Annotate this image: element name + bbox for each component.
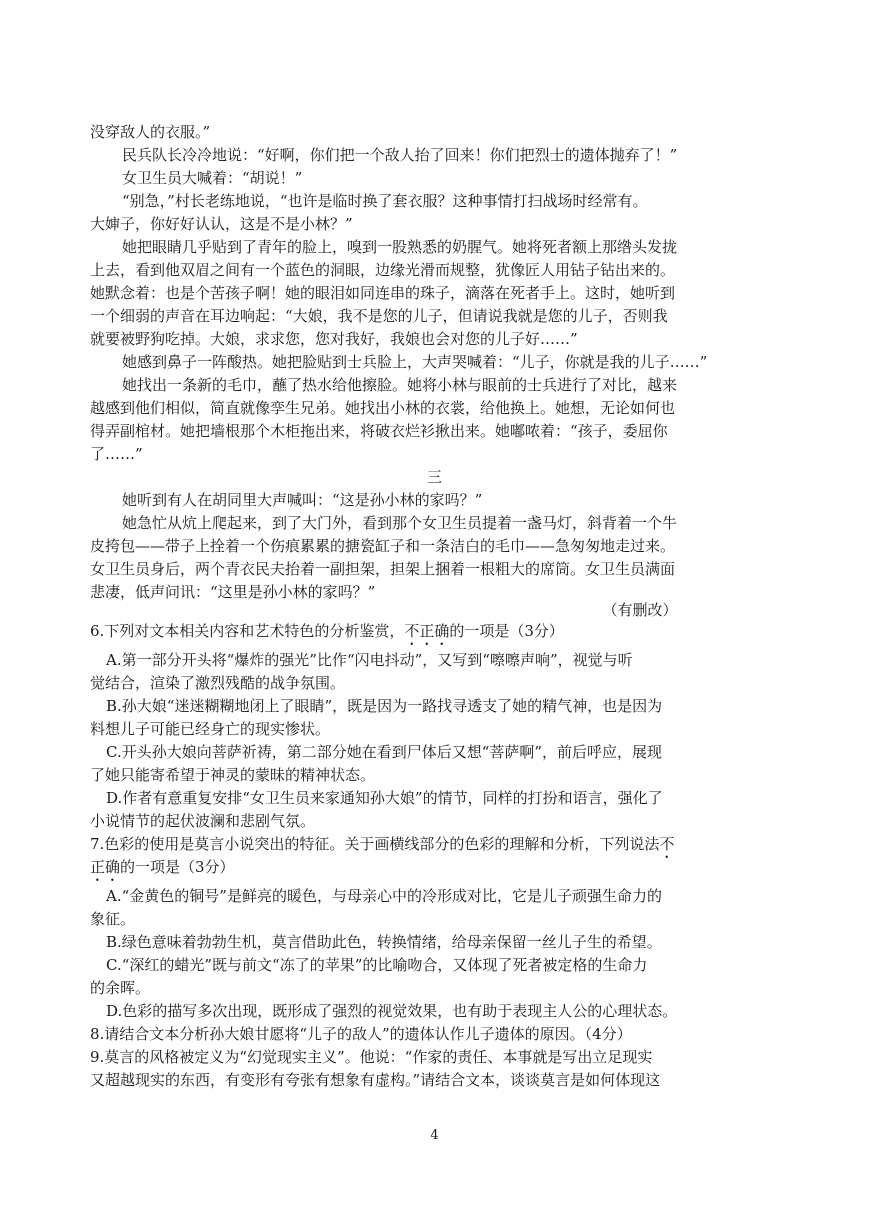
passage-line: 大婶子，你好好认认，这是不是小林？” <box>90 215 353 233</box>
passage-line: 她默念着：也是个苦孩子啊！她的眼泪如同连串的珠子，滴落在死者手上。这时，她听到 <box>90 284 676 302</box>
passage-line: 她找出一条新的毛巾，蘸了热水给他擦脸。她将小林与眼前的士兵进行了对比，越来 <box>122 376 678 394</box>
question-7-option-a: 象征。 <box>90 910 136 928</box>
passage-line: 女卫生员大喊着：“胡说！” <box>122 169 303 187</box>
passage-line: 民兵队长冷冷地说：“好啊，你们把一个敌人抬了回来！你们把烈士的遗体抛弃了！” <box>122 146 678 164</box>
question-7-option-c: 的余晖。 <box>90 979 151 997</box>
question-6-option-d: D.作者有意重复安排“女卫生员来家通知孙大娘”的情节，同样的打扮和语言，强化了 <box>106 789 663 807</box>
passage-line: 没穿敌人的衣服。” <box>90 123 211 141</box>
source-note: （有删改） <box>602 601 678 619</box>
question-6-option-a: 觉结合，渲染了激烈残酷的战争氛围。 <box>90 674 346 692</box>
passage-line: 皮挎包——带子上拴着一个伤痕累累的搪瓷缸子和一条洁白的毛巾——急匆匆地走过来。 <box>90 537 676 555</box>
passage-line: 女卫生员身后，两个青衣民夫抬着一副担架，担架上捆着一根粗大的席筒。女卫生员满面 <box>90 560 676 578</box>
passage-line: 她急忙从炕上爬起来，到了大门外，看到那个女卫生员提着一盏马灯，斜背着一个牛 <box>122 514 678 532</box>
page-number: 4 <box>430 1128 439 1143</box>
question-6-option-c: C.开头孙大娘向菩萨祈祷，第二部分她在看到尸体后又想“菩萨啊”，前后呼应，展现 <box>106 743 663 761</box>
question-6-option-d: 小说情节的起伏波澜和悲剧气氛。 <box>90 812 316 830</box>
passage-line: 她把眼睛几乎贴到了青年的脸上，嗅到一股熟悉的奶腥气。她将死者额上那绺头发拢 <box>122 238 678 256</box>
passage-line: 得弄副棺材。她把墙根那个木柜拖出来，将破衣烂衫揪出来。她嘟哝着：“孩子，委屈你 <box>90 422 668 440</box>
passage-line: 就要被野狗吃掉。大娘，求求您，您对我好，我娘也会对您的儿子好……” <box>90 330 578 348</box>
question-6-stem-text: 的一项是（3分） <box>449 622 564 640</box>
question-6-option-a: A.第一部分开头将“爆炸的强光”比作“闪电抖动”，又写到“嚓嚓声响”，视觉与听 <box>106 651 633 669</box>
passage-line: 了……” <box>90 445 143 463</box>
passage-line: 她感到鼻子一阵酸热。她把脸贴到士兵脸上，大声哭喊着：“儿子，你就是我的儿子……” <box>122 353 708 371</box>
passage-line: “别急，”村长老练地说，“也许是临时换了套衣服？这种事情打扫战场时经常有。 <box>122 192 648 210</box>
passage-line: 上去，看到他双眉之间有一个蓝色的洞眼，边缘光滑而规整，犹像匠人用钻子钻出来的。 <box>90 261 676 279</box>
question-9-line: 又超越现实的东西，有变形有夸张有想象有虚构。”请结合文本，谈谈莫言是如何体现这 <box>90 1071 661 1089</box>
question-6-stem-text: 6.下列对文本相关内容和艺术特色的分析鉴赏， <box>90 622 405 640</box>
question-7-option-a: A.“金黄色的铜号”是鲜亮的暖色，与母亲心中的冷形成对比，它是儿子顽强生命力的 <box>106 887 662 905</box>
question-7-stem <box>90 857 780 885</box>
question-7-option-b: B.绿色意味着勃勃生机，莫言借助此色，转换情绪，给母亲保留一丝儿子生的希望。 <box>106 933 662 951</box>
section-heading: 三 <box>426 468 442 486</box>
question-6-stem <box>90 621 780 649</box>
question-6-option-c: 了她只能寄希望于神灵的蒙昧的精神状态。 <box>90 766 376 784</box>
question-6-option-b: B.孙大娘“迷迷糊糊地闭上了眼睛”，既是因为一路找寻透支了她的精气神，也是因为 <box>106 697 663 715</box>
passage-line: 悲凄，低声问讯：“这里是孙小林的家吗？” <box>90 583 376 601</box>
emphasis-text: 不正确 <box>404 622 450 640</box>
question-7-stem-text: 7.色彩的使用是莫言小说突出的特征。关于画横线部分的色彩的理解和分析，下列说法 <box>90 835 660 853</box>
question-7-stem-text: 的一项是（3分） <box>120 858 235 876</box>
emphasis-text: 正确 <box>90 858 121 876</box>
passage-line: 越感到他们相似，简直就像孪生兄弟。她找出小林的衣裳，给他换上。她想，无论如何也 <box>90 399 676 417</box>
question-9-line: 9.莫言的风格被定义为“幻觉现实主义”。他说：“作家的责任、本事就是写出立足现实 <box>90 1048 653 1066</box>
question-7-option-d: D.色彩的描写多次出现，既形成了强烈的视觉效果，也有助于表现主人公的心理状态。 <box>106 1002 678 1020</box>
question-8: 8.请结合文本分析孙大娘甘愿将“儿子的敌人”的遗体认作儿子遗体的原因。（4分） <box>90 1025 632 1043</box>
question-7-option-c: C.“深红的蜡光”既与前文“冻了的苹果”的比喻吻合，又体现了死者被定格的生命力 <box>106 956 648 974</box>
passage-line: 她听到有人在胡同里大声喊叫：“这是孙小林的家吗？” <box>122 491 483 509</box>
passage-line: 一个细弱的声音在耳边响起：“大娘，我不是您的儿子，但请说我就是您的儿子，否则我 <box>90 307 668 325</box>
question-6-option-b: 料想儿子可能已经身亡的现实惨状。 <box>90 720 331 738</box>
emphasis-text: 不 <box>659 835 675 853</box>
